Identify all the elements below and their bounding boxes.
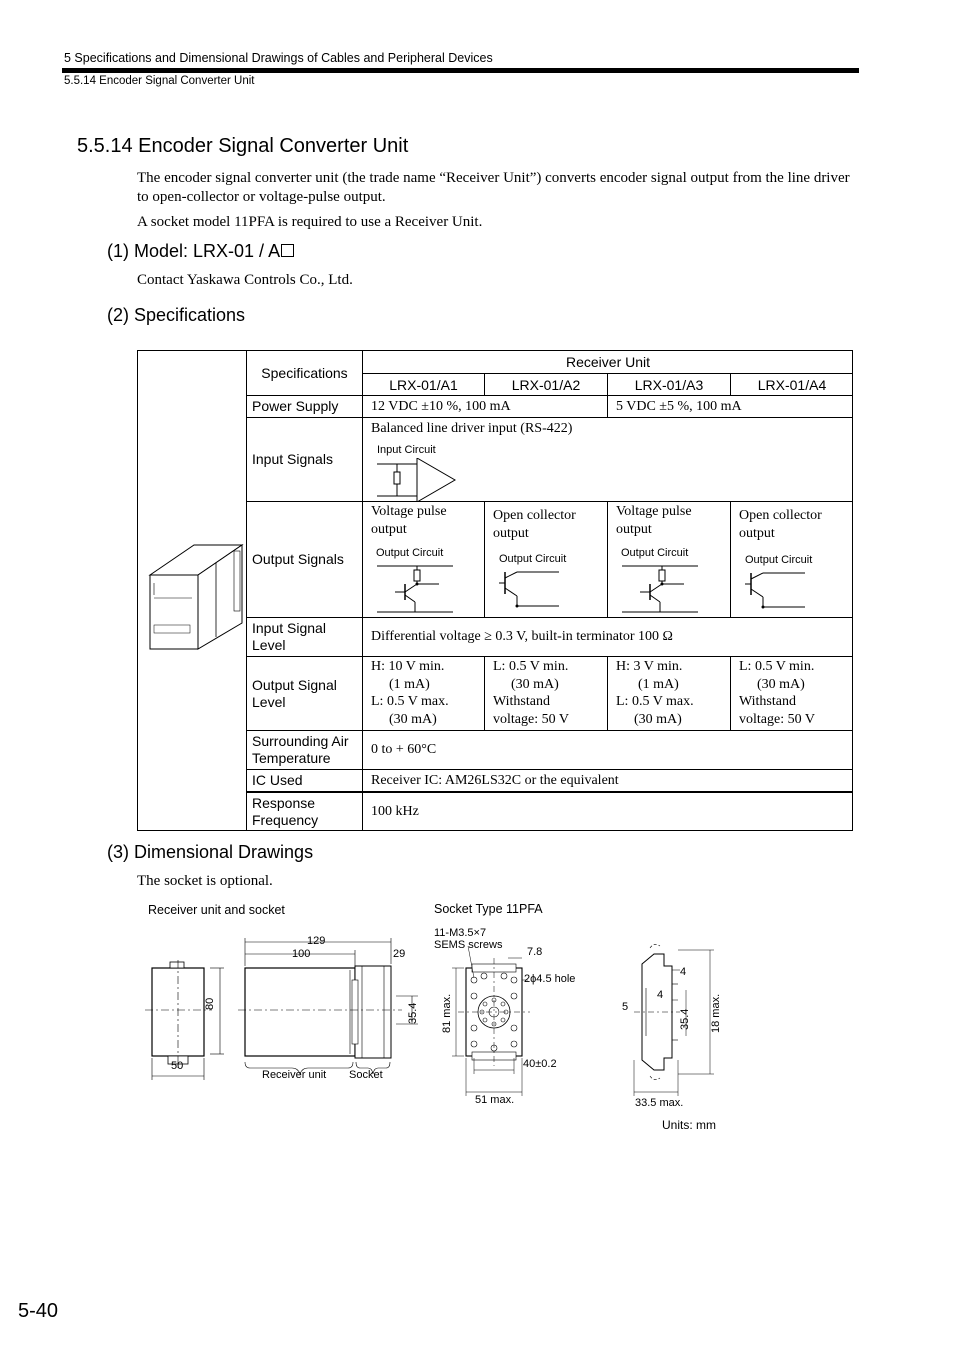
hole-label: 2ϕ4.5 hole bbox=[524, 973, 576, 985]
dim-100: 100 bbox=[292, 948, 311, 960]
output-level-a2 bbox=[484, 656, 607, 730]
dim-7-8: 7.8 bbox=[527, 946, 543, 958]
dim-50: 50 bbox=[171, 1060, 184, 1072]
model-a1: LRX-01/A1 bbox=[362, 373, 484, 395]
open-collector-circuit-icon bbox=[745, 569, 825, 615]
output-level-a3-line2: (1 mA) bbox=[638, 676, 679, 692]
screws-label bbox=[434, 927, 502, 951]
output-level-a1-line1: H: 10 V min. bbox=[371, 659, 445, 674]
output-level-a2-line3: Withstand bbox=[493, 694, 550, 709]
output-level-a1-line2: (1 mA) bbox=[389, 676, 430, 692]
row-label-temperature: Surrounding Air Temperature bbox=[246, 730, 362, 769]
dim-18-max: 18 max. bbox=[710, 993, 722, 1033]
dim-35-4-right: 35.4 bbox=[679, 1008, 691, 1030]
input-circuit-diagram-icon bbox=[377, 458, 457, 502]
caption-socket-type: Socket Type 11PFA bbox=[434, 902, 543, 916]
output-level-a3-line1: H: 3 V min. bbox=[616, 659, 683, 674]
row-label-input-signals: Input Signals bbox=[246, 417, 362, 501]
screws-type: SEMS screws bbox=[434, 939, 503, 951]
output-circuit-label-a2: Output Circuit bbox=[499, 553, 567, 565]
row-label-response-frequency: Response Frequency bbox=[246, 791, 362, 830]
voltage-pulse-circuit-icon bbox=[622, 562, 702, 616]
header-rule bbox=[62, 68, 859, 73]
output-circuit-label-a4: Output Circuit bbox=[745, 554, 813, 566]
output-level-a4 bbox=[730, 656, 853, 730]
output-level-a4-line2: (30 mA) bbox=[757, 676, 805, 692]
socket-top-view-drawing-icon bbox=[448, 940, 578, 1100]
dim-80: 80 bbox=[204, 997, 216, 1010]
dim-4-mid: 4 bbox=[657, 989, 664, 1001]
output-type-a2: Open collector output bbox=[493, 508, 576, 541]
dim-5: 5 bbox=[622, 1001, 629, 1013]
model-heading: (1) Model: LRX-01 / A bbox=[107, 241, 294, 262]
power-supply-5v: 5 VDC ±5 %, 100 mA bbox=[607, 395, 853, 417]
receiver-unit-illustration-icon bbox=[146, 533, 246, 653]
header-receiver-unit: Receiver Unit bbox=[362, 351, 853, 373]
input-signal-level-value: Differential voltage ≥ 0.3 V, built-in terminator 100 Ω bbox=[362, 617, 853, 656]
output-circuit-label-a3: Output Circuit bbox=[621, 547, 689, 559]
dim-51-max: 51 max. bbox=[475, 1094, 515, 1106]
row-label-ic-used: IC Used bbox=[246, 769, 362, 791]
label-socket: Socket bbox=[349, 1069, 383, 1081]
output-level-a2-line4: voltage: 50 V bbox=[493, 711, 569, 727]
model-a2: LRX-01/A2 bbox=[484, 373, 607, 395]
dim-33-5-max: 33.5 max. bbox=[635, 1097, 684, 1109]
output-level-a2-line2: (30 mA) bbox=[511, 676, 559, 692]
dim-29: 29 bbox=[393, 948, 406, 960]
screws-spec: 11-M3.5×7 bbox=[434, 927, 487, 939]
row-label-output-signals: Output Signals bbox=[246, 501, 362, 617]
output-signals-a4 bbox=[730, 501, 853, 617]
model-a3: LRX-01/A3 bbox=[607, 373, 730, 395]
output-level-a4-line4: voltage: 50 V bbox=[739, 711, 815, 727]
output-type-a3: Voltage pulse output bbox=[616, 504, 692, 537]
spec-table bbox=[137, 350, 853, 831]
model-a4: LRX-01/A4 bbox=[730, 373, 853, 395]
caption-receiver-and-socket: Receiver unit and socket bbox=[148, 903, 285, 917]
output-level-a4-line3: Withstand bbox=[739, 694, 796, 709]
model-contact: Contact Yaskawa Controls Co., Ltd. bbox=[137, 272, 353, 288]
intro-socket-note: A socket model 11PFA is required to use a Receiver Unit. bbox=[137, 214, 483, 230]
output-level-a3 bbox=[607, 656, 730, 730]
section-title: 5.5.14 Encoder Signal Converter Unit bbox=[77, 135, 409, 157]
voltage-pulse-circuit-icon bbox=[377, 562, 457, 616]
dim-40: 40±0.2 bbox=[523, 1058, 557, 1070]
units-label: Units: mm bbox=[662, 1118, 716, 1132]
output-signals-a2 bbox=[484, 501, 607, 617]
output-level-a1 bbox=[362, 656, 484, 730]
output-level-a4-line1: L: 0.5 V min. bbox=[739, 659, 815, 674]
row-label-input-signal-level: Input Signal Level bbox=[246, 617, 362, 656]
response-frequency-value: 100 kHz bbox=[362, 791, 853, 830]
placeholder-box-icon bbox=[281, 244, 294, 257]
temperature-value: 0 to + 60°C bbox=[362, 730, 853, 769]
input-signals-cell bbox=[362, 417, 853, 501]
output-level-a2-line1: L: 0.5 V min. bbox=[493, 659, 569, 674]
row-label-power-supply: Power Supply bbox=[246, 395, 362, 417]
page-number: 5-40 bbox=[18, 1300, 59, 1322]
dim-129: 129 bbox=[307, 935, 326, 947]
output-type-a4: Open collector output bbox=[739, 508, 822, 541]
dimensions-heading: (3) Dimensional Drawings bbox=[107, 842, 314, 862]
header-specifications: Specifications bbox=[246, 351, 362, 395]
intro-paragraph: The encoder signal converter unit (the trade name “Receiver Unit”) converts encoder signal output from the line driver to open-collector or voltage-pulse output. bbox=[137, 170, 850, 205]
output-type-a1: Voltage pulse output bbox=[371, 504, 447, 537]
open-collector-circuit-icon bbox=[499, 568, 579, 614]
output-level-a3-line3: L: 0.5 V max. bbox=[616, 694, 694, 709]
input-signals-text: Balanced line driver input (RS-422) bbox=[371, 421, 573, 436]
specs-heading: (2) Specifications bbox=[107, 305, 246, 325]
dim-4-top: 4 bbox=[680, 966, 687, 978]
dim-81-max: 81 max. bbox=[441, 993, 453, 1033]
output-level-a1-line3: L: 0.5 V max. bbox=[371, 694, 449, 709]
power-supply-12v: 12 VDC ±10 %, 100 mA bbox=[362, 395, 607, 417]
input-circuit-label: Input Circuit bbox=[377, 444, 436, 456]
output-level-a3-line4: (30 mA) bbox=[634, 711, 682, 727]
dim-35-4-left: 35.4 bbox=[407, 1002, 419, 1024]
section-header: 5.5.14 Encoder Signal Converter Unit bbox=[64, 75, 255, 87]
row-label-output-signal-level: Output Signal Level bbox=[246, 656, 362, 730]
ic-used-value: Receiver IC: AM26LS32C or the equivalent bbox=[362, 769, 853, 791]
label-receiver-unit: Receiver unit bbox=[262, 1069, 327, 1081]
output-level-a1-line4: (30 mA) bbox=[389, 711, 437, 727]
chapter-header: 5 Specifications and Dimensional Drawings of Cables and Peripheral Devices bbox=[64, 51, 493, 65]
output-signals-a3 bbox=[607, 501, 730, 617]
output-circuit-label-a1: Output Circuit bbox=[376, 547, 444, 559]
output-signals-a1 bbox=[362, 501, 484, 617]
dimensions-note: The socket is optional. bbox=[137, 873, 273, 889]
